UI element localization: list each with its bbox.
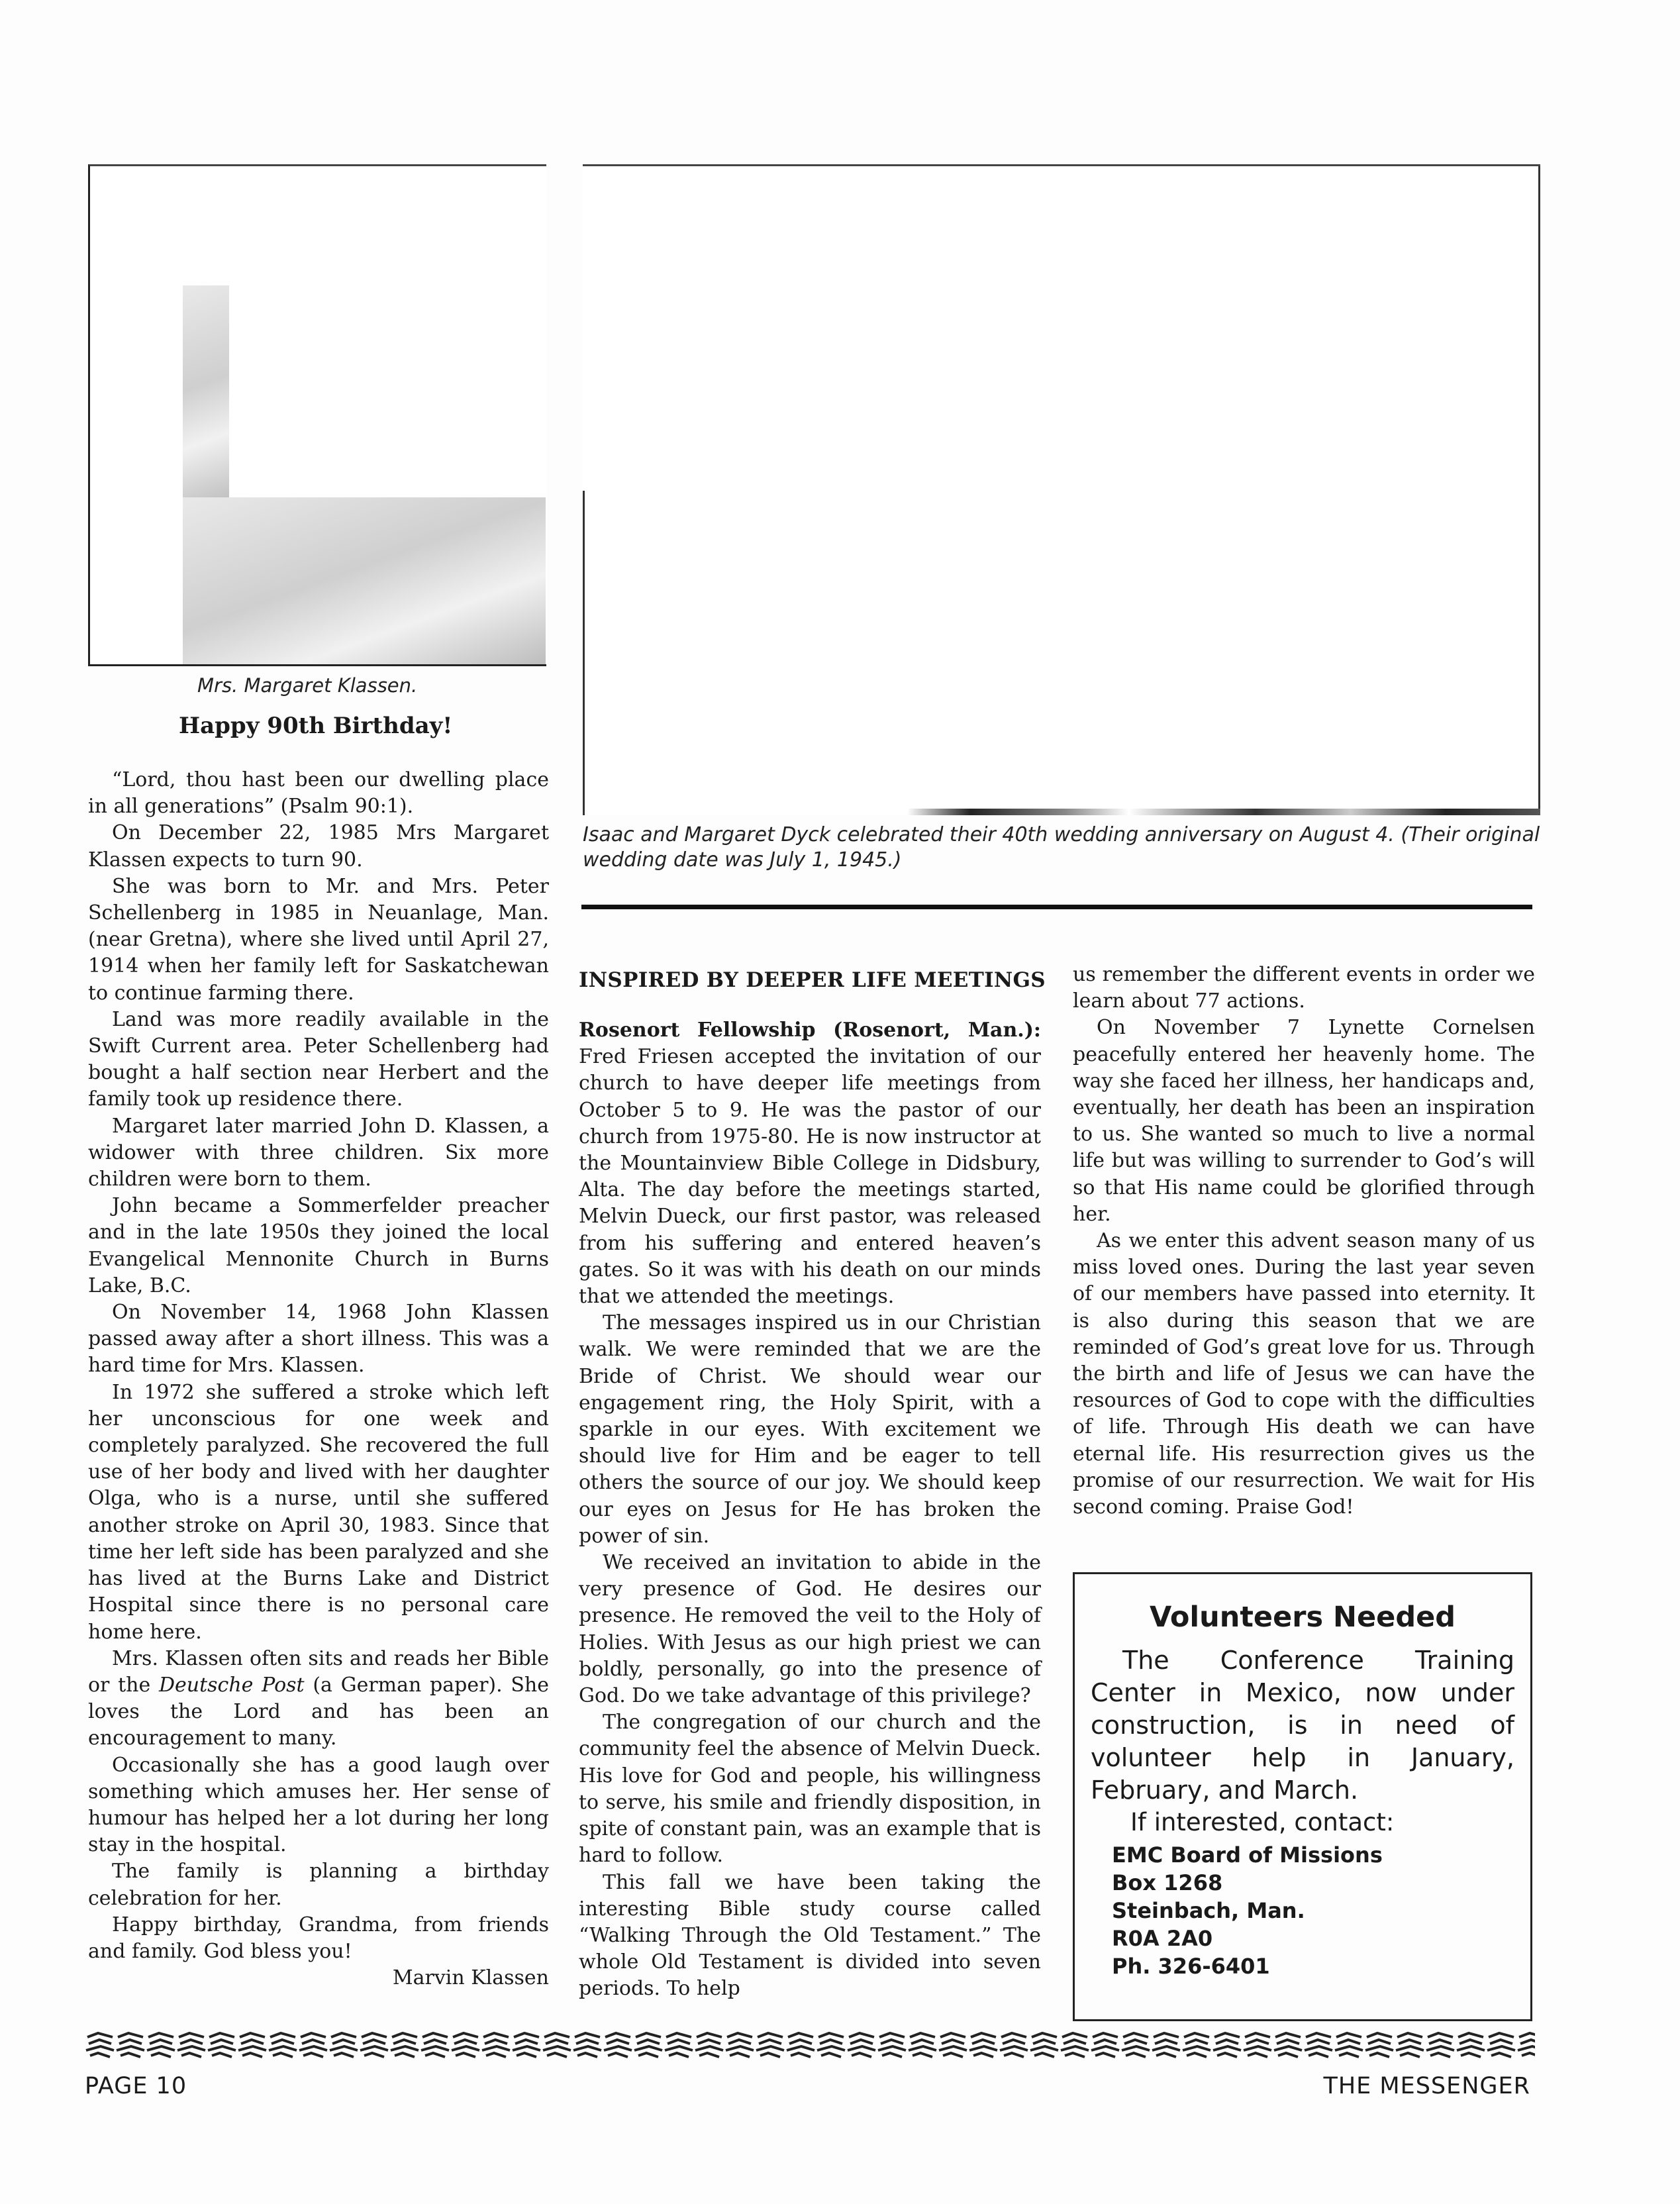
section-divider (581, 905, 1532, 909)
birthday-para: The family is planning a birthday celebration for her. (88, 1860, 549, 1910)
photo-left-caption: Mrs. Margaret Klassen. (197, 674, 418, 697)
deeper-life-para: The congregation of our church and the community feel the absence of Melvin Dueck. His love for God and people, his willingness to serve, his smile and friendly disposition, in spite of constant pain, was an example that is hard to follow. (579, 1711, 1041, 1868)
birthday-para: Happy birthday, Grandma, from friends and family. God bless you! (88, 1913, 549, 1963)
photo-right-edge (1538, 166, 1540, 815)
volunteers-contact-label: If interested, contact: (1130, 1808, 1395, 1836)
continued-para: us remember the different events in order we learn about 77 actions. (1073, 963, 1535, 1013)
bible-para-start: Mrs. Klassen often sits and reads her Bible or the (88, 1646, 549, 1697)
address-line: Ph. 326-6401 (1112, 1954, 1270, 1979)
bible-para-end: (a German paper). She loves the Lord and has been an encouragement to many. (88, 1673, 549, 1750)
volunteers-body: The Conference Training Center in Mexico, now under construction, is in need of volunteer help in January, February, and March. (1091, 1646, 1514, 1805)
publication-name: THE MESSENGER (1323, 2073, 1530, 2099)
deeper-life-para: We received an invitation to abide in the very presence of God. He desires our presence. He removed the veil to the Holy of Holies. With Jesus as our high priest we can boldly, personally, go into the presence of God. Do we take advantage of this privilege? (579, 1551, 1041, 1708)
volunteers-box (1073, 1572, 1532, 2021)
continued-para: As we enter this advent season many of us miss loved ones. During the last year seven of our members have passed into eternity. It is also during this season that we are reminded of God’s great love for us. Through the birth and life of Jesus we can have the resources of God to cope with the difficulties of life. Through His death we can have eternal life. His resurrection gives us the promise of our resurrection. We wait for His second coming. Praise God! (1073, 1229, 1535, 1519)
birthday-para: Land was more readily available in the Swift Current area. Peter Schellenberg had bought a half section near Herbert and the family took up residence there. (88, 1007, 549, 1111)
birthday-para: On December 22, 1985 Mrs Margaret Klassen expects to turn 90. (88, 821, 549, 872)
deeper-life-lead (579, 1017, 1041, 1310)
ornamental-border (85, 2030, 1535, 2060)
deeper-life-article (579, 1017, 1041, 2003)
address-line: EMC Board of Missions (1112, 1842, 1383, 1868)
address-line: Box 1268 (1112, 1870, 1223, 1895)
birthday-para: She was born to Mr. and Mrs. Peter Schellenberg in 1985 in Neuanlage, Man. (near Gretna), where she lived until April 27, 1914 when her family left for Saskatchewan to continue farming there. (88, 874, 549, 1005)
photo-image-region (183, 285, 546, 664)
birthday-para: “Lord, thou hast been our dwelling place in all generations” (Psalm 90:1). (88, 768, 549, 819)
photo-bedspread (183, 497, 546, 664)
photo-dyck-anniversary (583, 164, 1540, 815)
photo-margaret-klassen (88, 164, 546, 666)
birthday-headline: Happy 90th Birthday! (179, 713, 453, 739)
deeper-life-para: The messages inspired us in our Christian walk. We were reminded that we are the Bride of Christ. We should wear our engagement ring, the Holy Spirit, with a sparkle in our eyes. With excitement we should live for Him and be eager to tell others the source of our joy. We should keep our eyes on Jesus for He has broken the power of sin. (579, 1311, 1041, 1548)
deeper-life-para: This fall we have been taking the interesting Bible study course called “Walking Through the Old Testament.” The whole Old Testament is divided into seven periods. To help (579, 1870, 1041, 2001)
address-line: Steinbach, Man. (1112, 1898, 1305, 1923)
birthday-signature: Marvin Klassen (392, 1966, 549, 1990)
birthday-para: Margaret later married John D. Klassen, a widower with three children. Six more children were born to them. (88, 1114, 549, 1191)
church-name: Rosenort Fellowship (Rosenort, Man.): (579, 1019, 1041, 1042)
volunteers-address (1091, 1841, 1514, 1980)
volunteers-title: Volunteers Needed (1149, 1601, 1456, 1634)
birthday-para-bible (88, 1646, 549, 1752)
birthday-para: In 1972 she suffered a stroke which left her unconscious for one week and completely paralyzed. She recovered the full use of her body and lived with her daughter Olga, who is a nurse, until she suffered another stroke on April 30, 1983. Since that time her left side has been paralyzed and she has lived at the Burns Lake and District Hospital since there is no personal care home here. (88, 1380, 549, 1644)
address-line: R0A 2A0 (1112, 1926, 1213, 1951)
ornament-svg (85, 2030, 1535, 2060)
photo-right-caption: Isaac and Margaret Dyck celebrated their 40th wedding anniversary on August 4. (Their original wedding date was July 1, 1945.) (583, 823, 1540, 872)
birthday-para: On November 14, 1968 John Klassen passed away after a short illness. This was a hard time for Mrs. Klassen. (88, 1301, 549, 1378)
deeper-life-continued (1073, 962, 1535, 1521)
birthday-para: Occasionally she has a good laugh over something which amuses her. Her sense of humour has helped her a lot during her long stay in the hospital. (88, 1753, 549, 1857)
photo-bottom-strip (907, 809, 1540, 815)
birthday-article (88, 767, 549, 1991)
birthday-para: John became a Sommerfelder preacher and in the late 1950s they joined the local Evangelical Mennonite Church in Burns Lake, B.C. (88, 1194, 549, 1297)
lead-text: Fred Friesen accepted the invitation of our church to have deeper life meetings from October 5 to 9. He was the pastor of our church from 1975-80. He is now instructor at the Mountainview Bible College in Didsbury, Alta. The day before the meetings started, Melvin Dueck, our first pastor, was released from his suffering and entered heaven’s gates. So it was with his death on our minds that we attended the meetings. (579, 1045, 1041, 1309)
deeper-life-headline: INSPIRED BY DEEPER LIFE MEETINGS (579, 968, 1046, 992)
deutsche-post-title: Deutsche Post (158, 1673, 305, 1697)
photo-left-edge (583, 491, 585, 815)
photo-pillow (183, 285, 229, 504)
page-number: PAGE 10 (85, 2073, 187, 2099)
continued-para: On November 7 Lynette Cornelsen peacefully entered her heavenly home. The way she faced her illness, her handicaps and, eventually, her death has been an inspiration to us. She wanted so much to live a normal life but was willing to surrender to God’s will so that His name could be glorified through her. (1073, 1016, 1535, 1226)
